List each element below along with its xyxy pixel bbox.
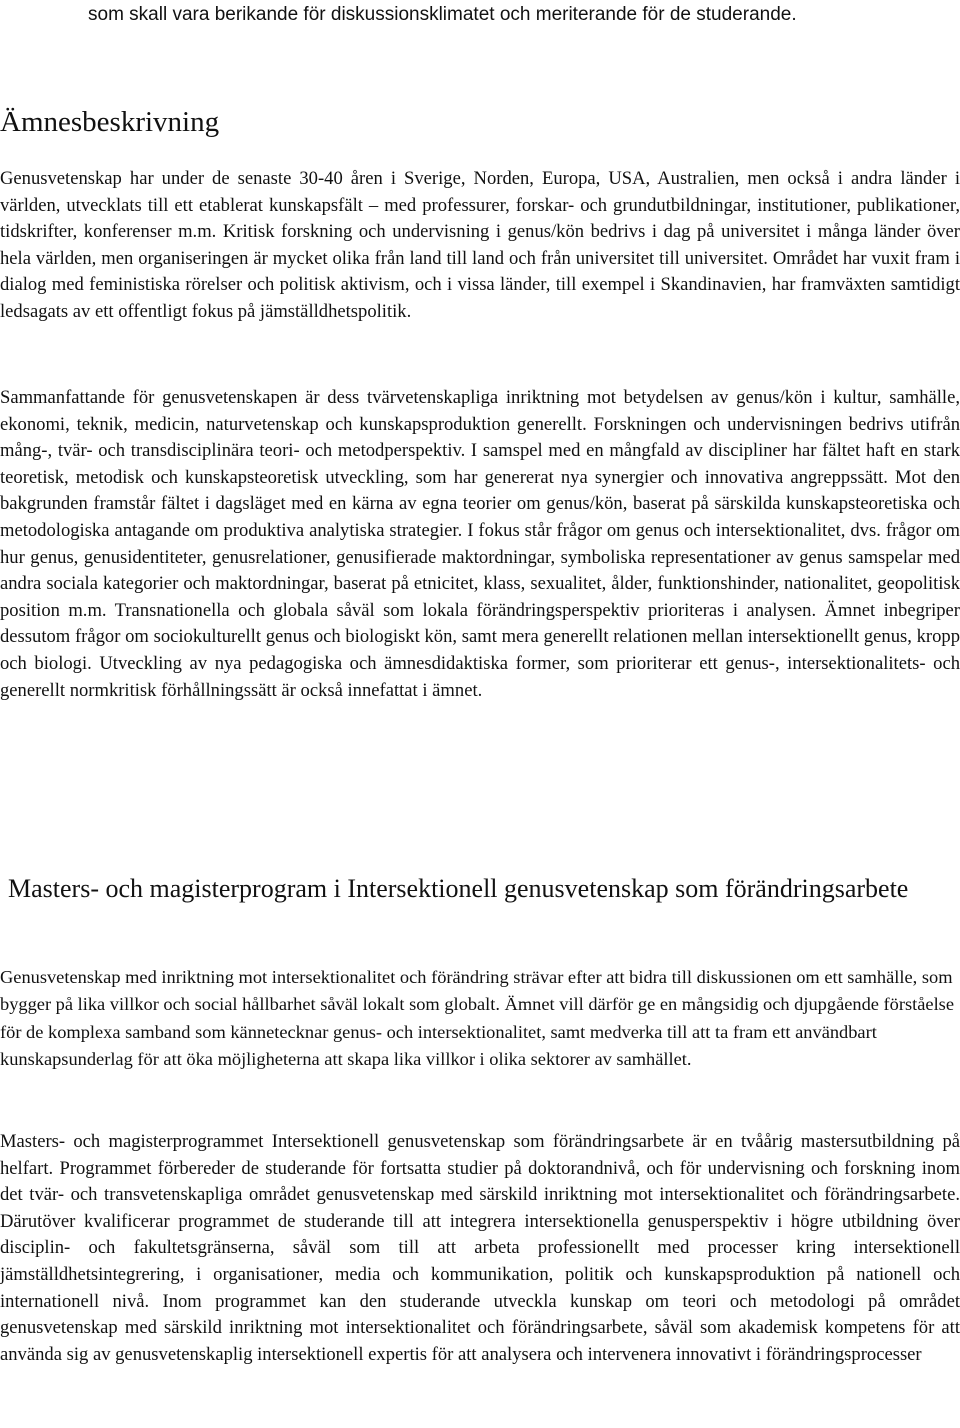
body-paragraph: Sammanfattande för genusvetenskapen är dess tvärvetenskapliga inriktning mot betydelsen av genus/kön i kultur, samhälle, ekonomi, teknik, medicin, naturvetenskap och kunskapsproduktion generellt. Forskningen och undervisningen bedrivs utifrån mång-, tvär- och transdisciplinära teori- och metodperspektiv. I samspel med en mångfald av discipliner har fältet haft en stark teoretisk, metodisk och kunskapsteoretisk utveckling, som har genererat nya synergier och innovativa angreppssätt. Mot den bakgrunden framstår fältet i dagsläget med en kärna av egna teorier om genus/kön, baserat på särskilda kunskapsteoretiska och metodologiska antagande om produktiva analytiska strategier. I fokus står frågor om genus och intersektionalitet, dvs. frågor om hur genus, genusidentiteter, genusrelationer, genusifierade maktordningar, symboliska representationer av genus samspelar med andra sociala kategorier och maktordningar, baserat på etnicitet, klass, sexualitet, ålder, funktionshinder, nationalitet, geopolitisk position m.m. Transnationella och globala såväl som lokala förändringsperspektiv prioriteras i analysen. Ämnet inbegriper dessutom frågor om sociokulturellt genus och biologiskt kön, samt mera generellt relationen mellan intersektionellt genus, kropp och biologi. Utveckling av nya pedagogiska och ämnesdidaktiska former, som prioriterar ett genus-, intersektionalitets- och generellt normkritisk förhållningssätt är också innefattat i ämnet. <box>0 387 960 701</box>
body-paragraph: Masters- och magisterprogrammet Intersektionell genusvetenskap som förändringsarbete är en tvåårig mastersutbildning på helfart. Programmet förbereder de studerande för fortsatta studier på doktorandnivå, och för undervisning och forskning inom det tvär- och transvetenskapliga området genusvetenskap med särskild inriktning mot intersektionalitet och förändringsarbete. Därutöver kvalificerar programmet de studerande till att integrera intersektionella genusperspektiv i högre utbildning över disciplin- och fakultetsgränserna, såväl som till att arbeta professionellt med processer kring intersektionell jämställdhetsintegrering, i organisationer, media och kommunikation, politik och kunskapsproduktion på nationell och internationell nivå. Inom programmet kan den studerande utveckla kunskap om teori och metodologi på området genusvetenskap med särskild inriktning mot intersektionalitet och förändringsarbete, såväl som akademisk kompetens för att använda sig av genusvetenskaplig intersektionell expertis för att analysera och intervenera innovativt i förändringsprocesser <box>0 1131 960 1365</box>
body-paragraph: Genusvetenskap har under de senaste 30-40 åren i Sverige, Norden, Europa, USA, Australien, men också i andra länder i världen, utvecklats till ett etablerat kunskapsfält – med professurer, forskar- och grundutbildningar, institutioner, publikationer, tidskrifter, konferenser m.m. Kritisk forskning och undervisning i genus/kön bedrivs i dag på universitet i många länder över hela världen, men organiseringen är mycket olika från land till land och från universitet till universitet. Området har vuxit fram i dialog med feministiska rörelser och politisk aktivism, och i vissa länder, till exempel i Skandinavien, har framväxten samtidigt ledsagats av ett offentligt fokus på jämställdhetspolitik. <box>0 168 960 322</box>
section-heading-amnesbeskrivning: Ämnesbeskrivning <box>0 106 220 138</box>
section-heading-program: Masters- och magisterprogram i Intersektionell genusvetenskap som förändringsarbete <box>8 874 909 903</box>
intro-text: som skall vara berikande för diskussionsklimatet och meriterande för de studerande. <box>88 4 797 25</box>
body-paragraph: Genusvetenskap med inriktning mot intersektionalitet och förändring strävar efter att bidra till diskussionen om ett samhälle, som bygger på lika villkor och social hållbarhet såväl lokalt som globalt. Ämnet vill därför ge en mångsidig och djupgående förståelse för de komplexa samband som kännetecknar genus- och intersektionalitet, samt medverka till att ta fram ett användbart kunskapsunderlag för att öka möjligheterna att skapa lika villkor i olika sektorer av samhället. <box>0 967 955 1070</box>
